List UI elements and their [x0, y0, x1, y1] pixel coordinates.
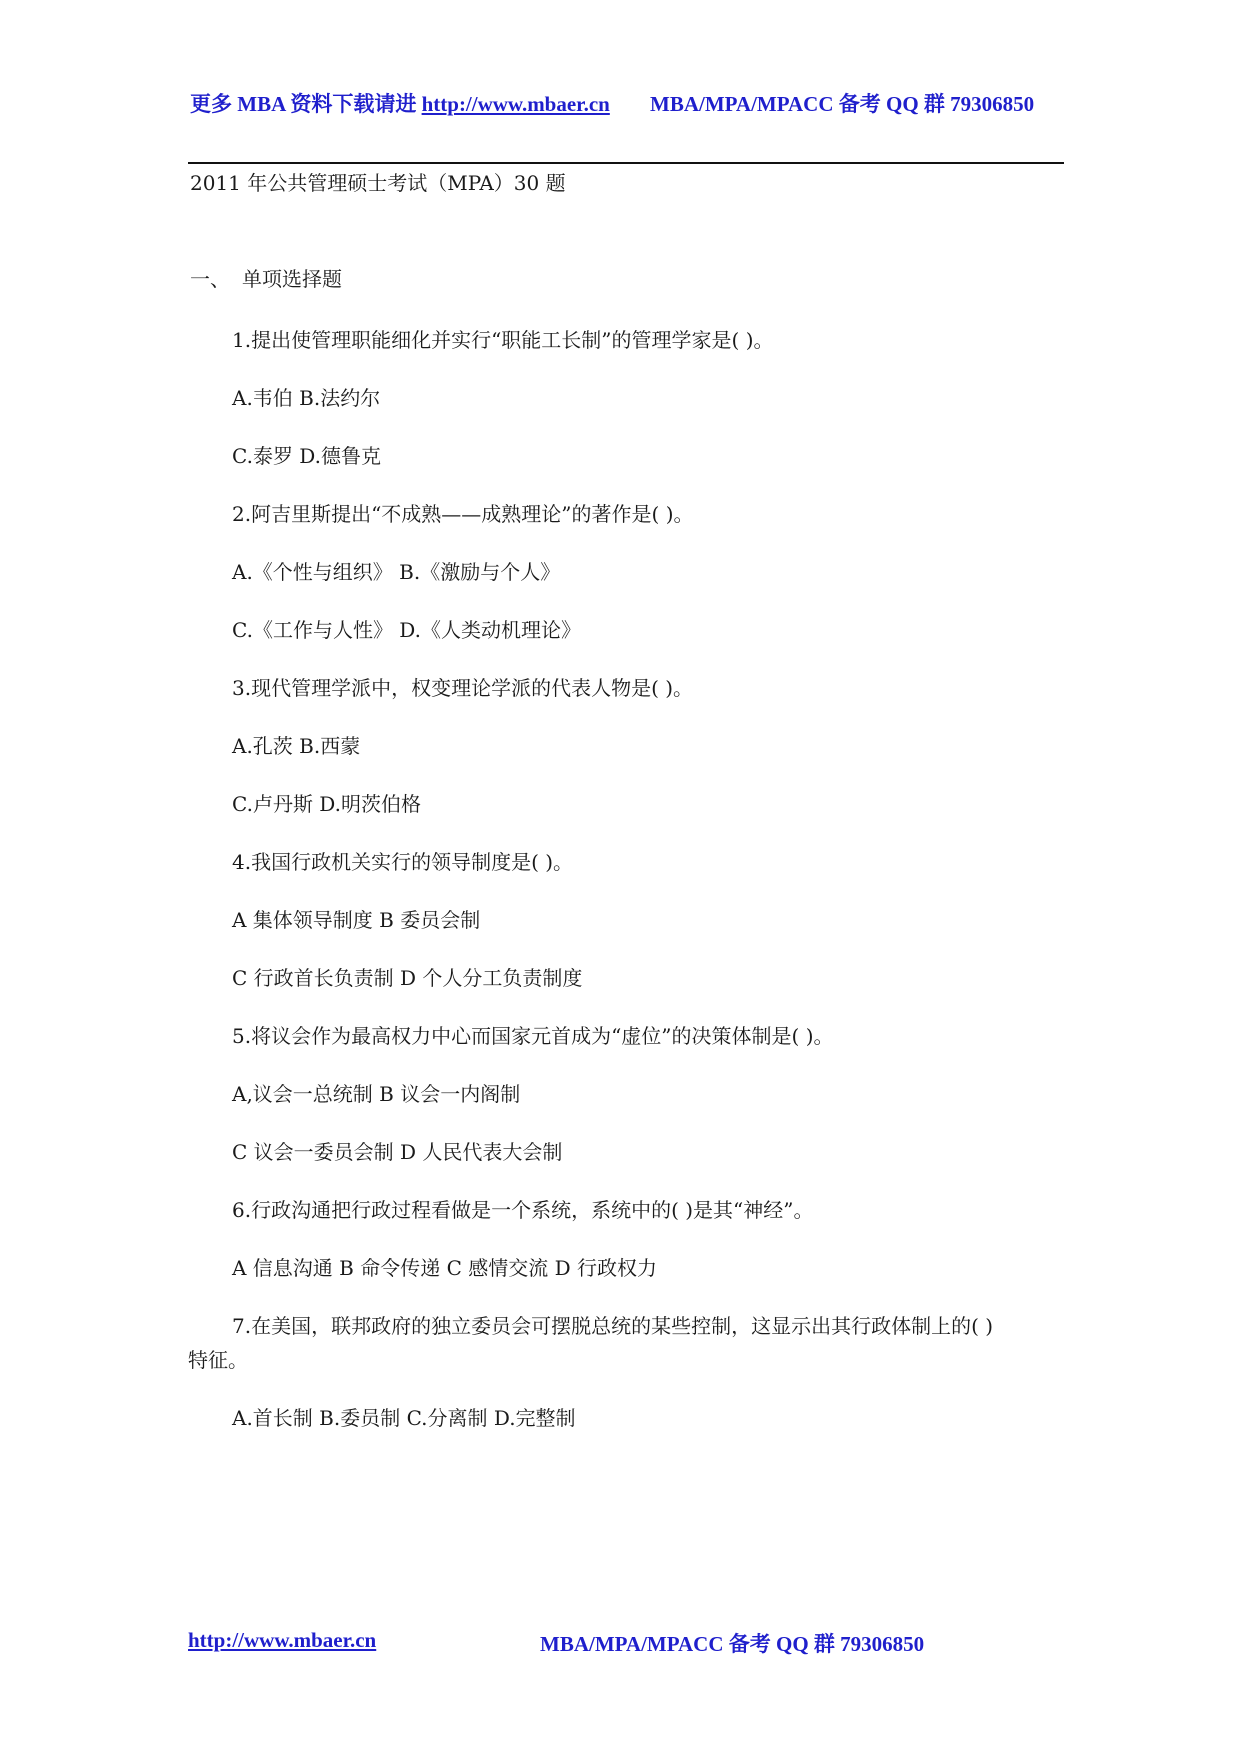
- footer-link[interactable]: http://www.mbaer.cn: [188, 1628, 377, 1652]
- question-2-options-cd: C.《工作与人性》 D.《人类动机理论》: [232, 618, 581, 642]
- question-2: 2.阿吉里斯提出“不成熟——成熟理论”的著作是( )。: [232, 502, 694, 526]
- header-divider: [188, 162, 1064, 164]
- header-link[interactable]: http://www.mbaer.cn: [421, 92, 610, 116]
- section-title: 单项选择题: [242, 267, 342, 291]
- page-header: [190, 88, 1035, 118]
- header-qq-group: MBA/MPA/MPACC 备考 QQ 群 79306850: [650, 92, 1035, 116]
- question-2-options-ab: A.《个性与组织》 B.《激励与个人》: [232, 560, 561, 584]
- question-7-continuation: 特征。: [188, 1348, 248, 1372]
- question-1-options-cd: C.泰罗 D.德鲁克: [232, 444, 381, 468]
- question-4-options-cd: C 行政首长负责制 D 个人分工负责制度: [232, 966, 583, 990]
- section-number: 一、: [190, 267, 230, 291]
- question-5: 5.将议会作为最高权力中心而国家元首成为“虚位”的决策体制是( )。: [232, 1024, 834, 1048]
- question-3: 3.现代管理学派中，权变理论学派的代表人物是( )。: [232, 676, 694, 700]
- question-3-options-cd: C.卢丹斯 D.明茨伯格: [232, 792, 421, 816]
- footer-qq-group: MBA/MPA/MPACC 备考 QQ 群 79306850: [540, 1632, 925, 1656]
- section-heading: [190, 262, 342, 296]
- question-4: 4.我国行政机关实行的领导制度是( )。: [232, 850, 574, 874]
- document-title: 2011 年公共管理硕士考试（MPA）30 题: [190, 171, 566, 195]
- question-4-options-ab: A 集体领导制度 B 委员会制: [232, 908, 481, 932]
- page-footer: [188, 1628, 925, 1656]
- question-7-options: A.首长制 B.委员制 C.分离制 D.完整制: [232, 1406, 576, 1430]
- question-6-options: A 信息沟通 B 命令传递 C 感情交流 D 行政权力: [232, 1256, 657, 1280]
- question-5-options-cd: C 议会一委员会制 D 人民代表大会制: [232, 1140, 563, 1164]
- header-left-text: 更多 MBA 资料下载请进: [190, 92, 422, 116]
- question-5-options-ab: A,议会一总统制 B 议会一内阁制: [232, 1082, 521, 1106]
- question-7: 7.在美国，联邦政府的独立委员会可摆脱总统的某些控制，这显示出其行政体制上的( ): [232, 1314, 994, 1338]
- question-3-options-ab: A.孔茨 B.西蒙: [232, 734, 361, 758]
- question-1-options-ab: A.韦伯 B.法约尔: [232, 386, 381, 410]
- question-6: 6.行政沟通把行政过程看做是一个系统，系统中的( )是其“神经”。: [232, 1198, 814, 1222]
- question-1: 1.提出使管理职能细化并实行“职能工长制”的管理学家是( )。: [232, 328, 774, 352]
